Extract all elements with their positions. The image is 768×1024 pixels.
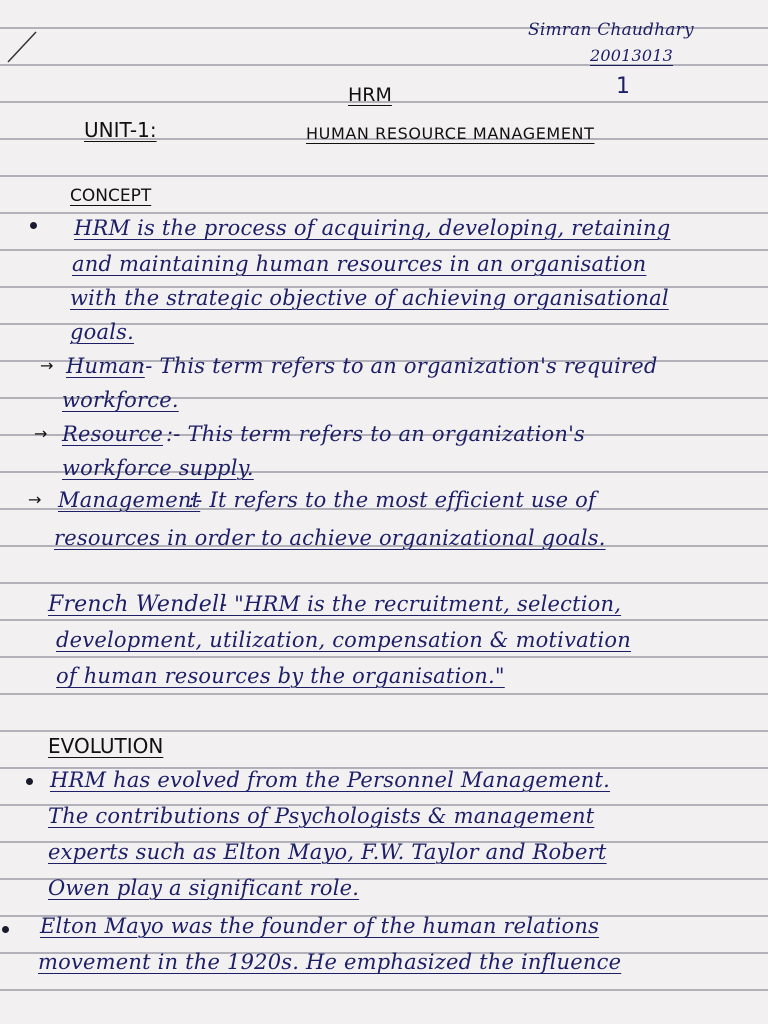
concept-line: HRM is the process of acquiring, developing, retaining — [74, 216, 671, 240]
page-number: 1 — [616, 74, 631, 99]
bullet-dot — [26, 778, 33, 785]
definition-author: French Wendell — [48, 592, 227, 617]
author-name: Simran Chaudhary — [528, 20, 694, 40]
term-human-desc: workforce. — [62, 388, 179, 412]
concept-line: with the strategic objective of achieving organisational — [70, 286, 669, 310]
corner-pen-stroke — [4, 28, 44, 68]
evolution-line: Elton Mayo was the founder of the human relations — [40, 914, 600, 938]
unit-title: HUMAN RESOURCE MANAGEMENT — [306, 124, 595, 143]
arrow-marker: → — [40, 356, 54, 375]
term-resource: Resource — [62, 422, 164, 446]
definition-line: - "HRM is the recruitment, selection, — [220, 592, 622, 616]
subject-title: HRM — [348, 84, 392, 106]
evolution-heading: EVOLUTION — [48, 734, 164, 758]
term-human: Human — [66, 354, 145, 378]
roll-number: 20013013 — [590, 46, 674, 65]
term-resource-desc: :- This term refers to an organization's — [166, 422, 586, 446]
arrow-marker: → — [34, 424, 48, 443]
concept-line: and maintaining human resources in an organisation — [72, 252, 647, 276]
definition-line: of human resources by the organisation." — [56, 664, 505, 688]
unit-label: UNIT-1: — [84, 118, 157, 142]
evolution-line: Owen play a significant role. — [48, 876, 360, 900]
definition-line: development, utilization, compensation & motivation — [56, 628, 631, 652]
arrow-marker: → — [28, 490, 42, 509]
evolution-line: experts such as Elton Mayo, F.W. Taylor and Robert — [48, 840, 607, 864]
evolution-line: The contributions of Psychologists & management — [48, 804, 595, 828]
concept-heading: CONCEPT — [70, 186, 152, 206]
bullet-dot — [30, 222, 37, 229]
term-management-desc: :- It refers to the most efficient use of — [188, 488, 596, 512]
term-resource-desc: workforce supply. — [62, 456, 254, 480]
term-management-desc: resources in order to achieve organizational goals. — [54, 526, 606, 550]
bullet-dot — [2, 926, 9, 933]
term-management: Management — [58, 488, 201, 512]
evolution-line: movement in the 1920s. He emphasized the influence — [38, 950, 622, 974]
term-human-desc: :- This term refers to an organization's required — [138, 354, 658, 378]
evolution-line: HRM has evolved from the Personnel Management. — [50, 768, 611, 792]
concept-line: goals. — [70, 320, 134, 344]
